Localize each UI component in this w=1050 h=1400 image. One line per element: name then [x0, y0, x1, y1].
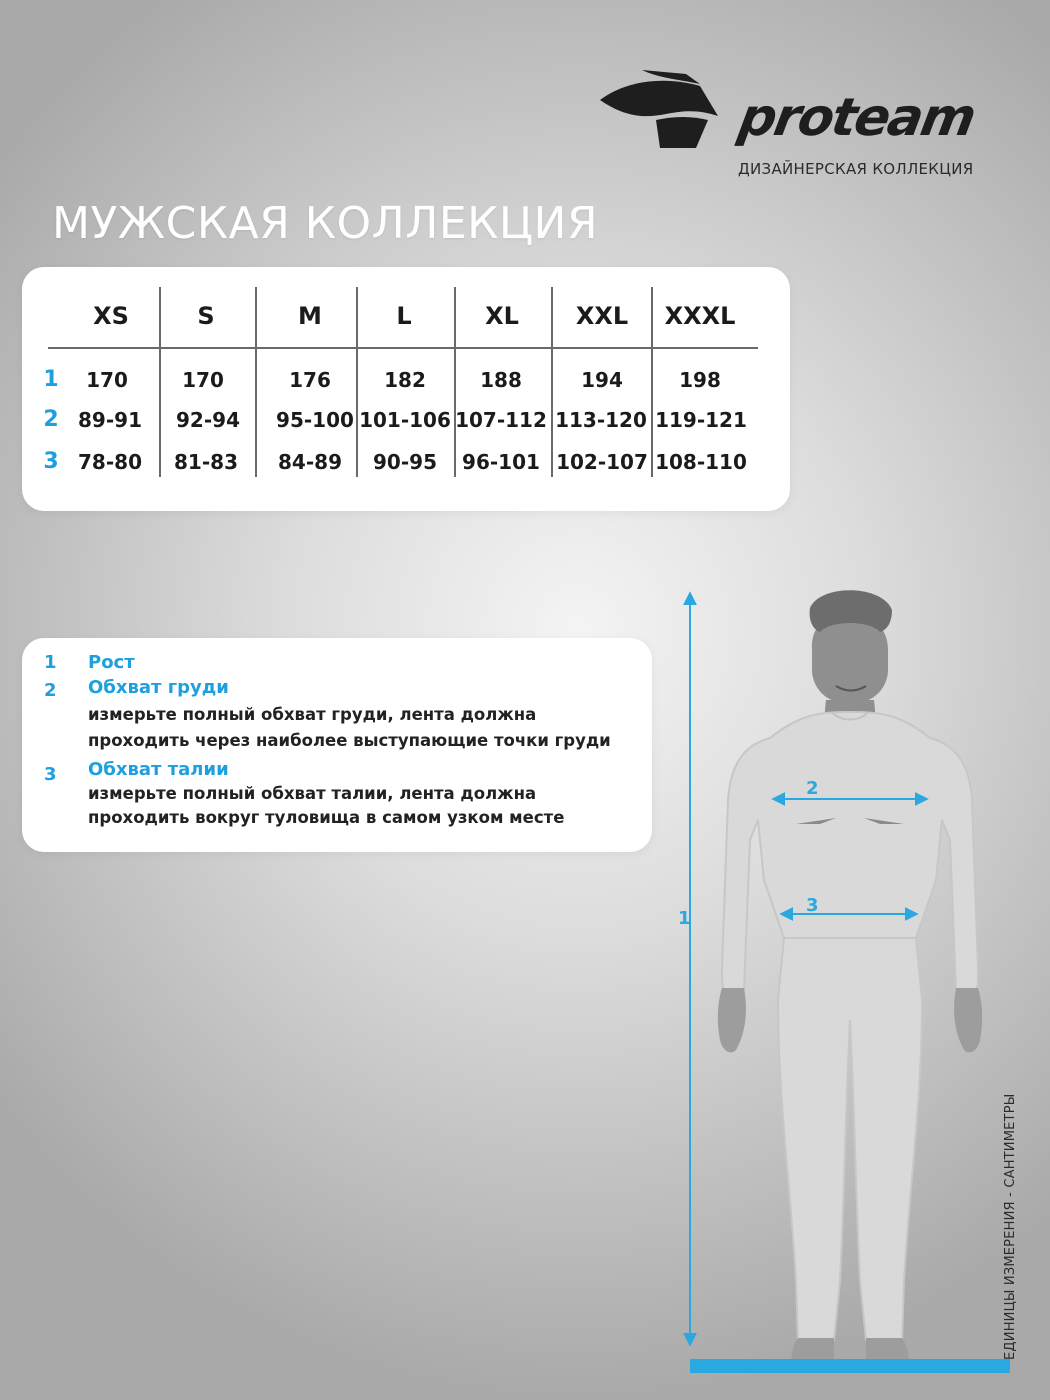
- size-header-xl: XL: [485, 302, 519, 330]
- brand-name: proteam: [734, 88, 979, 148]
- table-cell: 108-110: [655, 450, 747, 474]
- size-header-l: L: [396, 302, 412, 330]
- legend-title-height: Рост: [88, 652, 135, 673]
- table-cell: 84-89: [278, 450, 342, 474]
- size-header-s: S: [197, 302, 215, 330]
- table-cell: 95-100: [276, 408, 354, 432]
- chest-arrow-label: 2: [806, 778, 819, 799]
- table-cell: 176: [289, 368, 331, 392]
- table-cell: 188: [480, 368, 522, 392]
- figure-legs: [778, 938, 922, 1370]
- size-header-xxxl: XXXL: [664, 302, 736, 330]
- table-cell: 194: [581, 368, 623, 392]
- table-cell: 96-101: [462, 450, 540, 474]
- page-title: МУЖСКАЯ КОЛЛЕКЦИЯ: [52, 198, 599, 249]
- legend-desc-waist-2: проходить вокруг туловища в самом узком месте: [88, 808, 565, 827]
- size-table-card: [22, 267, 790, 511]
- table-cell: 198: [679, 368, 721, 392]
- legend-number-waist: 3: [44, 764, 57, 785]
- legend-desc-waist-1: измерьте полный обхват талии, лента должна: [88, 784, 537, 803]
- legend-number-height: 1: [44, 652, 57, 673]
- legend-title-chest: Обхват груди: [88, 677, 229, 698]
- brand-subtitle: ДИЗАЙНЕРСКАЯ КОЛЛЕКЦИЯ: [738, 160, 974, 178]
- table-cell: 101-106: [359, 408, 451, 432]
- units-note: ЕДИНИЦЫ ИЗМЕРЕНИЯ - САНТИМЕТРЫ: [1003, 1093, 1018, 1360]
- row-number: 2: [43, 407, 59, 432]
- figure-head: [810, 590, 892, 720]
- size-header-xs: XS: [93, 302, 129, 330]
- legend-card: [22, 638, 652, 852]
- legend-title-waist: Обхват талии: [88, 759, 229, 780]
- table-cell: 119-121: [655, 408, 747, 432]
- row-number: 3: [43, 449, 59, 474]
- table-cell: 113-120: [555, 408, 647, 432]
- size-header-xxl: XXL: [575, 302, 629, 330]
- table-cell: 107-112: [455, 408, 547, 432]
- table-cell: 81-83: [174, 450, 238, 474]
- floor-bar: [690, 1359, 1010, 1373]
- table-cell: 170: [182, 368, 224, 392]
- body-measurement-figure: [660, 580, 1050, 1400]
- table-cell: 182: [384, 368, 426, 392]
- waist-arrow-label: 3: [806, 895, 819, 916]
- size-header-m: M: [298, 302, 322, 330]
- legend-number-chest: 2: [44, 680, 57, 701]
- height-arrow-label: 1: [678, 908, 691, 929]
- size-table: [22, 267, 790, 511]
- table-cell: 170: [86, 368, 128, 392]
- proteam-logo-icon: [596, 70, 720, 150]
- legend-desc-chest-1: измерьте полный обхват груди, лента должна: [88, 705, 537, 724]
- table-cell: 102-107: [556, 450, 648, 474]
- table-cell: 78-80: [78, 450, 142, 474]
- legend-desc-chest-2: проходить через наиболее выступающие точки груди: [88, 731, 611, 750]
- table-cell: 89-91: [78, 408, 142, 432]
- table-cell: 90-95: [373, 450, 437, 474]
- row-number: 1: [43, 367, 59, 392]
- table-cell: 92-94: [176, 408, 240, 432]
